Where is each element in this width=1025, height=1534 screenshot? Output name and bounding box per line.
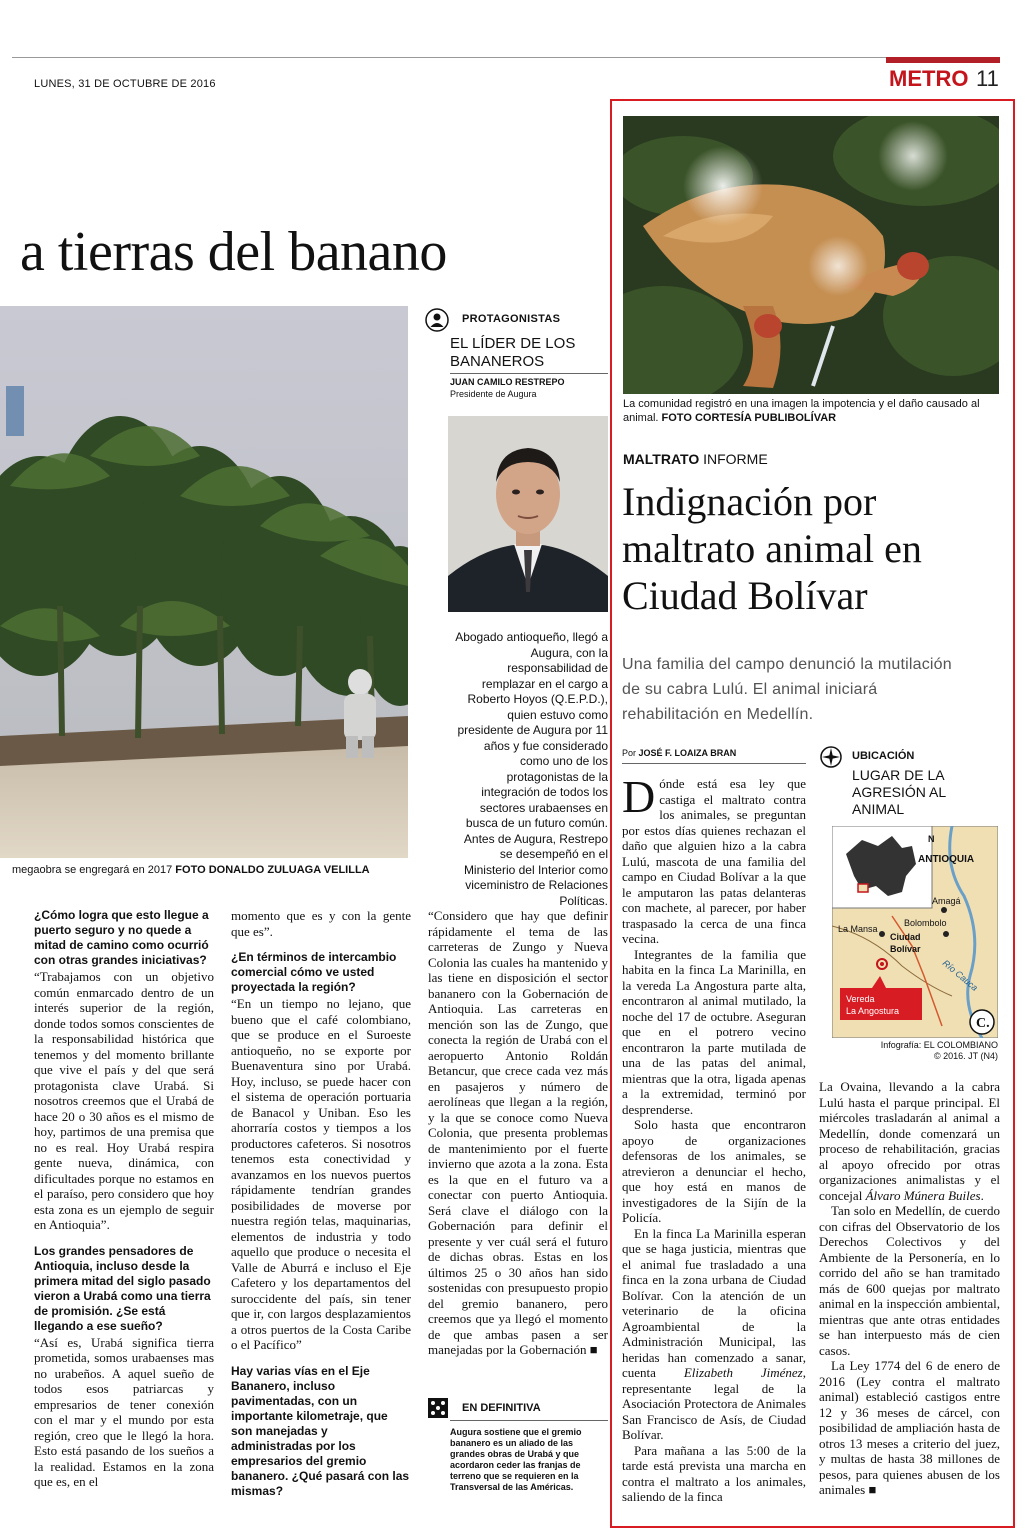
dotted-square-icon: [428, 1398, 448, 1418]
interview-answer: “Así es, Urabá significa tierra prometida, somos urabaenses mas no urabeños. A aquel sueño de todos esos patriarcas y empresarios de tener conexión con el mar y el mundo por esta región, creo que le llegó la hora. Esto está pasando de los sueños a la realidad. Estamos en la zona que es, en el: [34, 1334, 214, 1489]
byline-author: JOSÉ F. LOAIZA BRAN: [638, 748, 737, 758]
article-paragraph: Integrantes de la familia que habita en la finca La Marinilla, en la vereda La Angostura parte alta, encontraron al animal mutilado, la noche del 17 de octubre. Aseguran que en el potrero vecino encontraron la parte mutilada de una de las patas del animal, mientras que la otra, ligada apenas a la extremidad, terminó por desprenderse.: [622, 946, 806, 1117]
map-north-label: N: [928, 834, 935, 844]
credit-line: © 2016. JT (N4): [934, 1051, 998, 1061]
interview-question: Hay varias vías en el Eje Bananero, incluso pavimentadas, con un importante kilometraje, que son manejadas y administradas por los empresarios del gremio bananero. ¿Qué pasará con las mismas?: [231, 1363, 410, 1498]
kicker-main: MALTRATO: [623, 451, 700, 467]
article-paragraph: La Ovaina, llevando a la cabra Lulú hasta el parque principal. El miércoles trasladarán al animal a Medellín, donde comenzará un proceso de rehabilitación, gracias al apoyo ofrecido por otras organizaciones animalistas y el concejal Álvaro Múnera Builes.: [819, 1079, 1000, 1203]
interview-column-2: [231, 908, 411, 1500]
drop-cap: D: [622, 771, 656, 822]
map-place-label: Vereda: [846, 994, 875, 1004]
section-color-bar: [886, 57, 1000, 63]
article-kicker: [623, 451, 768, 467]
map-city-label: Ciudad: [890, 932, 921, 942]
left-headline: a tierras del banano: [20, 221, 447, 283]
interview-column-1: [34, 908, 214, 1490]
byline: [622, 748, 736, 758]
issue-date: LUNES, 31 DE OCTUBRE DE 2016: [34, 78, 216, 90]
interview-column-3: [428, 908, 608, 1358]
protagonists-kicker: PROTAGONISTAS: [462, 313, 561, 325]
injured-goat-photo: [623, 116, 999, 394]
location-map: [832, 826, 998, 1038]
interview-answer-continued: momento que es y con la gente que es”.: [231, 908, 411, 939]
photo-credit: FOTO CORTESÍA PUBLIBOLÍVAR: [661, 412, 837, 424]
article-paragraph: La Ley 1774 del 6 de enero de 2016 (Ley contra el maltrato animal) estableció castigos entre 12 y 36 meses de cárcel, con posibilidad de ampliación hasta de otros 13 meses a criterio del juez, y multas de hasta 38 millones de pesos, para quienes abusen de los animales ■: [819, 1358, 1000, 1497]
interview-question: ¿Cómo logra que esto llegue a puerto seguro y no quede a mitad de camino como ocurrió con otras grandes iniciativas?: [34, 908, 209, 967]
map-region-label: ANTIOQUIA: [918, 854, 975, 865]
interview-answer: “En un tiempo no lejano, que bueno que el café colombiano, que se produce en el Suroeste antioqueño, no se exporte por Buenaventura sino por Urabá. Hoy, incluso, se puede hacer con el sistema de operación portuaria de Banacol y Uniban. Eso les ahorraría costos y tiempos a los productores cafeteros. Si nosotros tenemos esta conectividad y avanzamos en los nuevos puertos rápidamente tendrían grandes posibilidades de moverse por nuestra región telas, maquinarias, elementos de industria y todo aquello que produce o necesita el Valle de Aburrá e incluso el Eje Cafetero y los departamentos del suroccidente del país, sin tener que ir, con largos desplazamientos a otros puertos de la Costa Caribe o el Pacífico”: [231, 996, 411, 1352]
en-definitiva-text: Augura sostiene que el gremio bananero es un aliado de las grandes obras de Urabá y que acordaron ceder las franjas de terreno que se requieren en la Transversal de las Américas.: [450, 1427, 582, 1492]
section-name: METRO: [889, 66, 969, 91]
byline-prefix: Por: [622, 748, 637, 758]
top-rule: [12, 57, 886, 58]
divider: [622, 763, 806, 764]
divider: [450, 1420, 608, 1421]
map-city-label: Bolívar: [890, 944, 921, 954]
article-column-2: [819, 1079, 1000, 1498]
interview-question: ¿En términos de intercambio comercial cómo ve usted proyectada la región?: [231, 950, 397, 994]
map-river-label: Río Cauca: [940, 957, 980, 993]
page-number: 11: [976, 66, 999, 91]
location-title: LUGAR DE LA AGRESIÓN AL ANIMAL: [852, 767, 946, 817]
protagonist-name: JUAN CAMILO RESTREPO: [450, 377, 565, 387]
credit-line: Infografía: EL COLOMBIANO: [880, 1040, 998, 1050]
divider: [450, 373, 608, 374]
protagonist-portrait-photo: [448, 416, 608, 612]
protagonists-title: EL LÍDER DE LOS BANANEROS: [450, 335, 576, 370]
article-deck: Una familia del campo denunció la mutilación de su cabra Lulú. El animal iniciará rehabilitación en Medellín.: [622, 656, 952, 723]
interview-answer: “Considero que hay que definir rápidamente el tema de las carreteras de Zungo y Nueva Colonia las cuales ha mantenido y las tiene en disposición el sector bananero con la Gobernación de Antioquia. Las carreteras en mención son las de Zungo, que conecta la región de Urabá con el aeropuerto Antonio Roldán Betancur, que crece cada vez más en pasajeros y número de aerolíneas que llegan a la región, y la que se conoce como Nueva Colonia, que presenta problemas de mantenimiento por el fuerte invierno que azota a la zona. Esta es la que en el futuro va a conectar con puerto Antioquia. Será clave el diálogo con la Gobernación para definir el presente y ver cuál será el futuro de dichas obras. Estas en los últimos 25 o 30 años han sido sostenidas con presupuesto propio del gremio bananero, pero creemos que ya llegó el momento de que ambas pasen a ser manejadas por la Gobernación ■: [428, 908, 608, 1357]
quoted-person: Elizabeth Jiménez: [683, 1365, 803, 1380]
article-paragraph: Tan solo en Medellín, de cuerdo con cifras del Observatorio de los Derechos Colectivos y del Ambiente de la Personería, en lo corrido del año se han tramitado más de 600 quejas por maltrato animal en la inspección ambiental, mientras que ante otras entidades se han interpuesto más de cien casos.: [819, 1203, 1000, 1358]
article-paragraph: Solo hasta que encontraron apoyo de organizaciones defensoras de los animales, se atrevieron a denunciar el hecho, que hoy está en manos de investigadores de la Sijín de la Policía.: [622, 1117, 806, 1225]
en-definitiva-kicker: EN DEFINITIVA: [462, 1402, 541, 1414]
left-photo-caption: [12, 864, 370, 876]
infographic-credit: [832, 1040, 998, 1062]
caption-text: megaobra se engregará en 2017: [12, 864, 173, 876]
protagonist-bio: Abogado antioqueño, llegó a Augura, con la responsabilidad de remplazar en el cargo a Roberto Hoyos (Q.E.P.D.), quien estuvo como presidente de Augura por 11 años y fue considerado como uno de los protagonistas de la integración de todos los sectores urabaenses en busca de un futuro común. Antes de Augura, Restrepo se desempeñó en el Ministerio del Interior como viceministro de Relaciones Políticas.: [455, 630, 608, 908]
location-kicker: UBICACIÓN: [852, 750, 915, 762]
article-column-1: [622, 771, 806, 1505]
interview-answer: “Trabajamos con un objetivo común enmarcado dentro de un interés superior de la región, donde todos somos conscientes de la responsabilidad histórica que tenemos y del momento brillante que vive el país y del que será protagonista clave Urabá. Si nosotros creemos que el Urabá de hace 20 o 30 años es el mismo de hoy, partimos de una premisa que no es real. Hoy Urabá respira gente nueva, dinámica, con dificultades porque no estamos en el paraíso, pero considero que hoy esta zona es un ejemplo de seguir en Antioquia”.: [34, 969, 214, 1232]
person-icon: [425, 308, 449, 332]
map-town-label: Bolombolo: [904, 918, 947, 928]
map-place-label: La Angostura: [846, 1006, 900, 1016]
kicker-sub: INFORME: [703, 451, 768, 467]
article-headline: Indignación por maltrato animal en Ciudad Bolívar: [622, 479, 922, 618]
photo-credit: FOTO DONALDO ZULUAGA VELILLA: [175, 864, 370, 876]
caption-text: La comunidad registró en una imagen la impotencia y el daño causado al animal.: [623, 398, 980, 424]
banana-plantation-photo: [0, 306, 408, 858]
newspaper-logo: C.: [976, 1016, 990, 1031]
protagonist-role: Presidente de Augura: [450, 389, 537, 399]
article-paragraph: En la finca La Marinilla esperan que se haga justicia, mientras que el animal fue trasladado a una finca en la zona urbana de Ciudad Bolívar. Con la atención de un veterinario de la oficina Agroambiental de la Administración Municipal, las heridas han comenzado a sanar, cuenta Elizabeth Jiménez, representante legal de la Asociación Protectora de Animales San Francisco de Asís, de Ciudad Bolívar.: [622, 1225, 806, 1442]
compass-icon: [820, 746, 842, 768]
quoted-person: Álvaro Múnera Builes: [865, 1187, 981, 1203]
article-paragraph: Para mañana a las 5:00 de la tarde está prevista una marcha en contra el maltrato a los animales, saliendo de la finca: [622, 1442, 806, 1504]
map-town-label: Amagá: [932, 896, 961, 906]
right-photo-caption: [623, 397, 999, 425]
map-town-label: La Mansa: [838, 924, 878, 934]
article-paragraph: Dónde está esa ley que castiga el maltrato contra los animales, se preguntan por estos días quienes rechazan el daño que alguien hizo a la cabra Lulú, mascota de una familia del campo en Ciudad Bolívar a la que le amputaron las patas delanteras con machete, al parecer, por haber traspasado la cerca de una finca vecina.: [622, 771, 806, 946]
interview-question: Los grandes pensadores de Antioquia, incluso desde la primera mitad del siglo pasado vieron a Urabá como una tierra de promisión. ¿Se está llegando a ese sueño?: [34, 1243, 211, 1333]
